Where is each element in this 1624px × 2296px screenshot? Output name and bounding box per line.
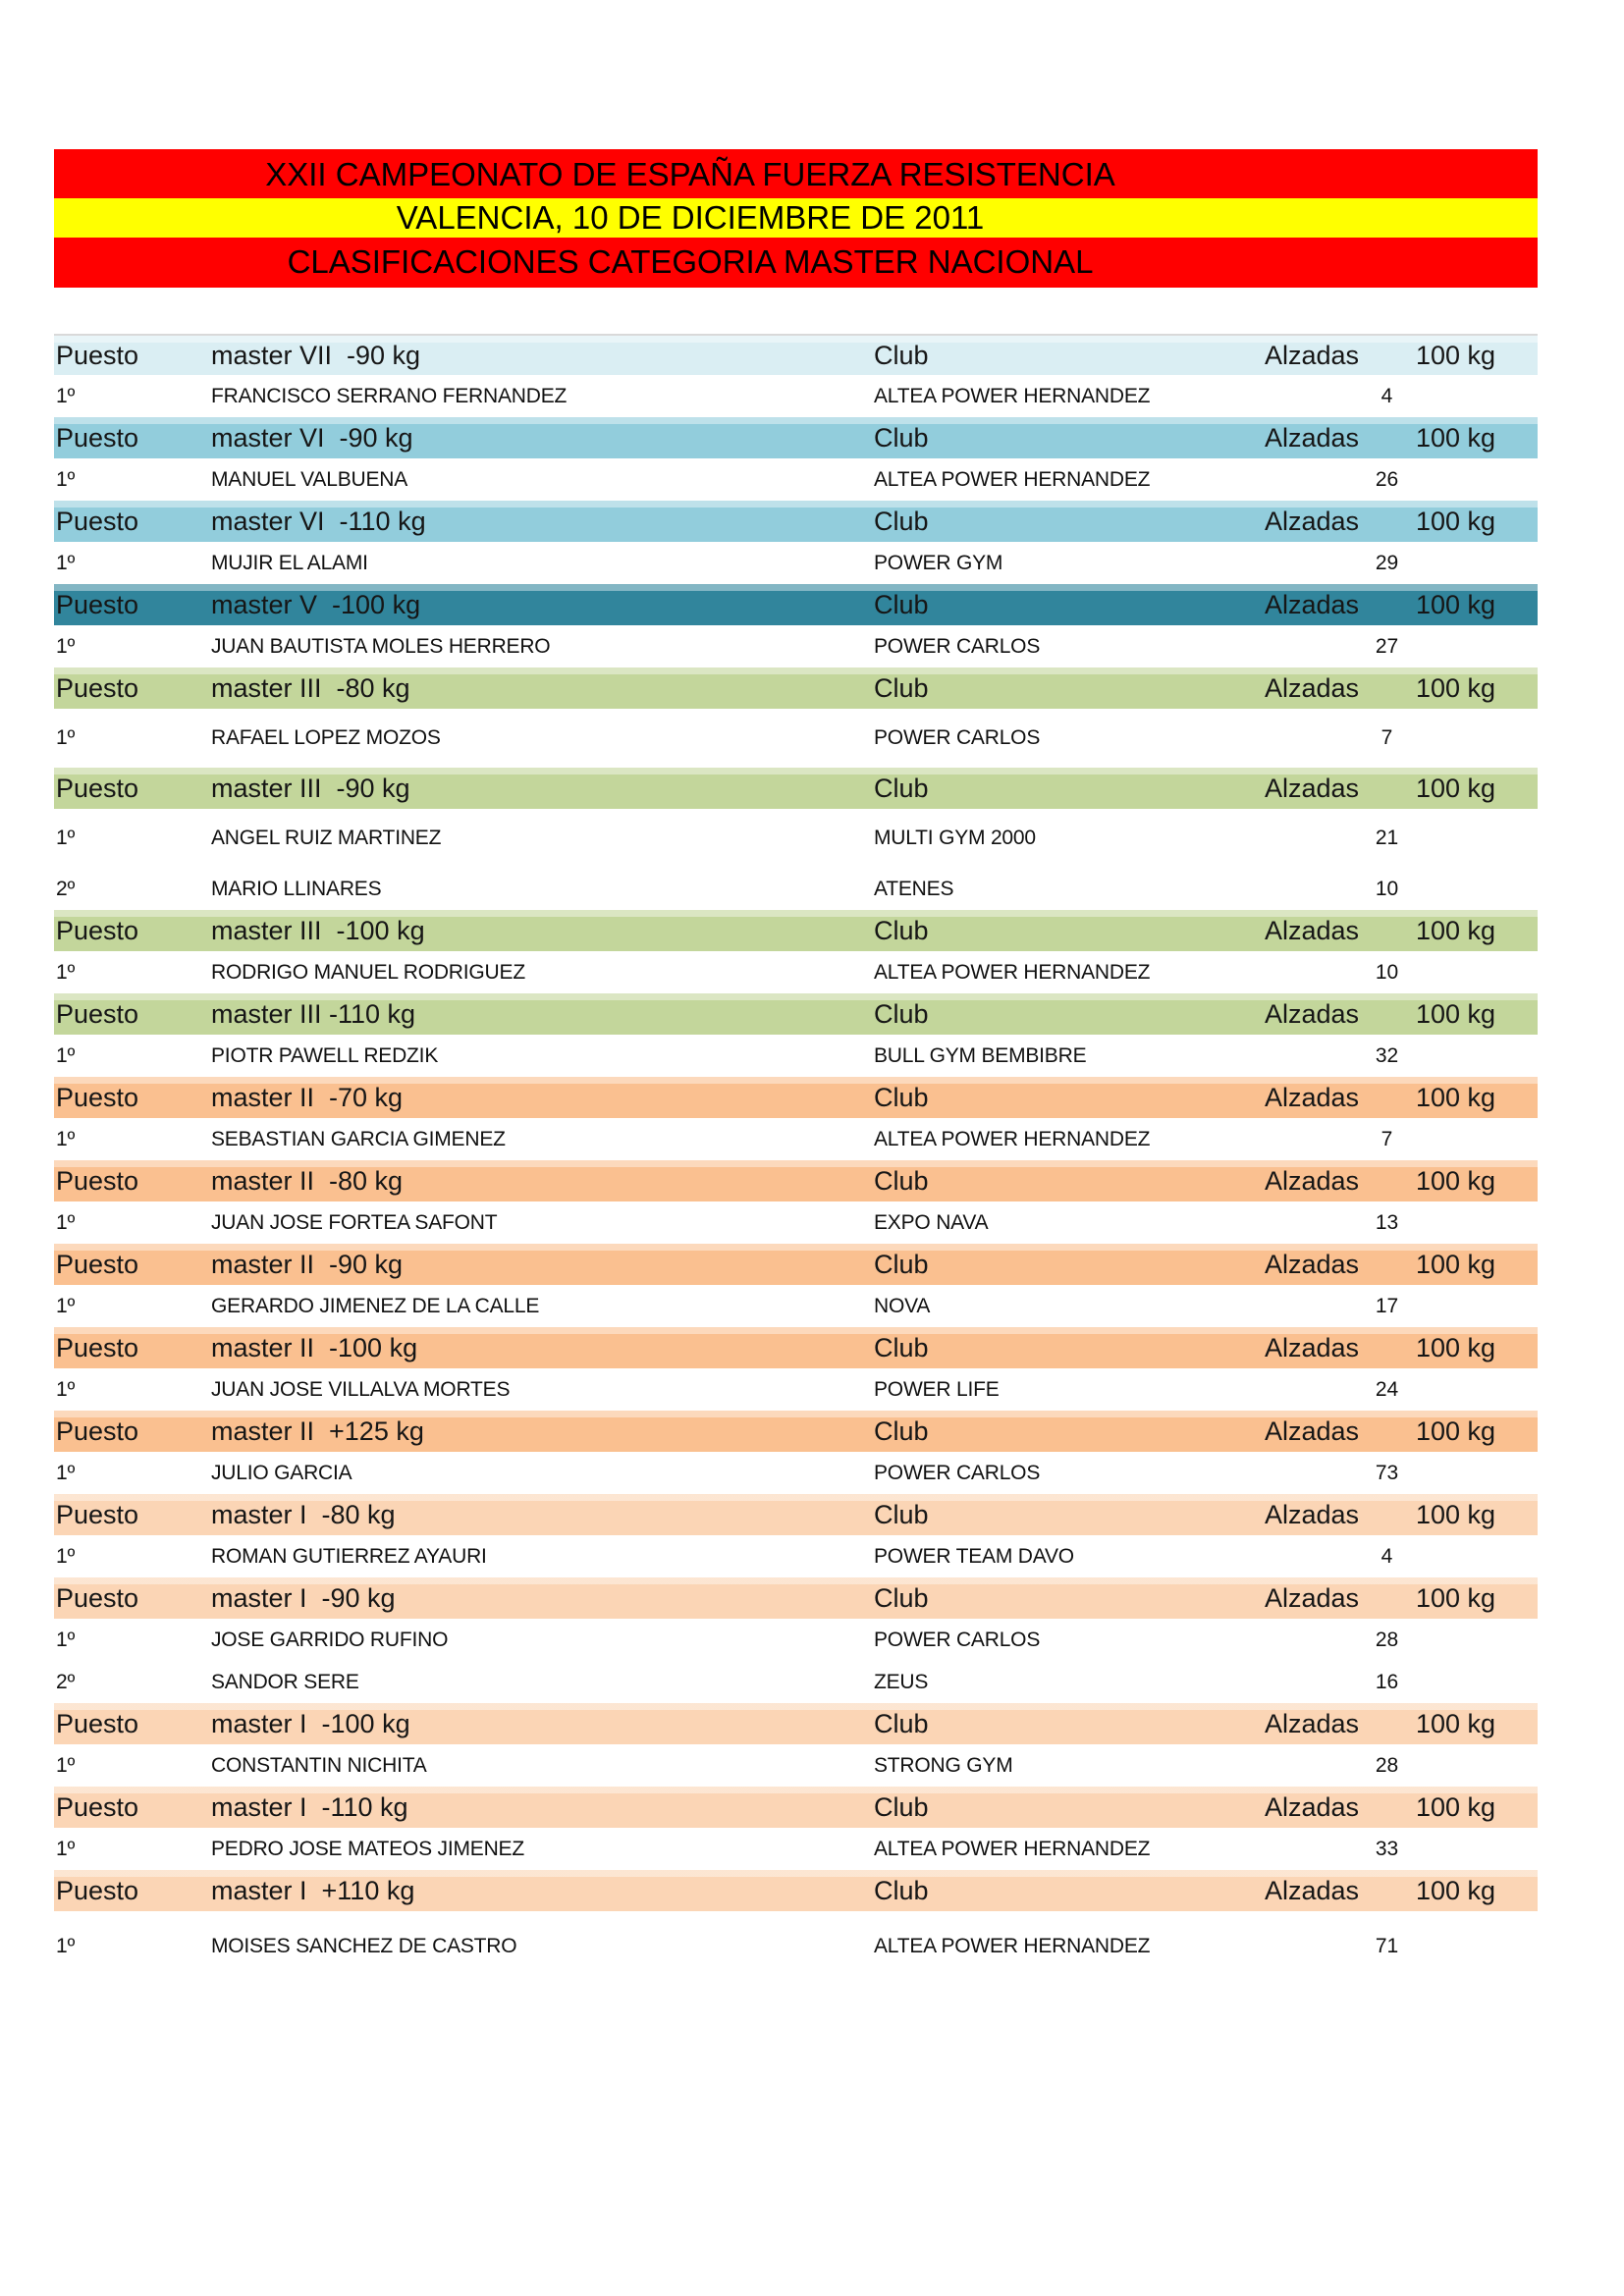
club-cell: ATENES xyxy=(874,877,954,900)
weight-class-section xyxy=(54,1577,1538,1703)
athlete-name: MANUEL VALBUENA xyxy=(211,467,408,491)
club-cell: POWER GYM xyxy=(874,551,1003,574)
club-column-header: Club xyxy=(874,506,929,536)
category-label: master II -80 kg xyxy=(211,1165,404,1196)
alzadas-count: 26 xyxy=(1375,467,1399,491)
alzadas-count: 4 xyxy=(1380,384,1393,407)
rank-cell: 1º xyxy=(56,1837,76,1860)
athlete-name: PIOTR PAWELL REDZIK xyxy=(211,1043,439,1067)
club-column-header: Club xyxy=(874,589,929,619)
alzadas-count: 17 xyxy=(1375,1294,1399,1317)
alzadas-count: 7 xyxy=(1380,726,1393,749)
category-label: master I -110 kg xyxy=(211,1791,408,1822)
weight-class-section xyxy=(54,417,1538,501)
rank-cell: 1º xyxy=(56,1544,76,1568)
puesto-column-header: Puesto xyxy=(56,915,139,945)
puesto-column-header: Puesto xyxy=(56,1875,139,1905)
club-column-header: Club xyxy=(874,1875,929,1905)
section-header-row xyxy=(54,1577,1538,1619)
puesto-column-header: Puesto xyxy=(56,1582,139,1613)
weight-100kg-header: 100 kg xyxy=(1416,1415,1496,1446)
alzadas-column-header: Alzadas xyxy=(1265,422,1360,453)
athlete-name: SEBASTIAN GARCIA GIMENEZ xyxy=(211,1127,506,1150)
club-cell: POWER CARLOS xyxy=(874,1628,1041,1651)
club-cell: ALTEA POWER HERNANDEZ xyxy=(874,467,1151,491)
puesto-column-header: Puesto xyxy=(56,1791,139,1822)
alzadas-count: 13 xyxy=(1375,1210,1399,1234)
rank-cell: 1º xyxy=(56,467,76,491)
result-row xyxy=(54,625,1538,667)
rank-cell: 1º xyxy=(56,726,76,749)
result-row xyxy=(54,458,1538,501)
club-column-header: Club xyxy=(874,1082,929,1112)
weight-100kg-header: 100 kg xyxy=(1416,1249,1496,1279)
category-label: master III -80 kg xyxy=(211,672,410,703)
alzadas-column-header: Alzadas xyxy=(1265,998,1360,1029)
weight-100kg-header: 100 kg xyxy=(1416,506,1496,536)
club-column-header: Club xyxy=(874,1165,929,1196)
result-row xyxy=(54,1744,1538,1787)
alzadas-count: 7 xyxy=(1380,1127,1393,1150)
weight-100kg-header: 100 kg xyxy=(1416,998,1496,1029)
alzadas-count: 73 xyxy=(1375,1461,1399,1484)
club-cell: ZEUS xyxy=(874,1670,929,1693)
club-cell: POWER TEAM DAVO xyxy=(874,1544,1074,1568)
category-label: master II -100 kg xyxy=(211,1332,418,1362)
result-row xyxy=(54,809,1538,868)
alzadas-column-header: Alzadas xyxy=(1265,1875,1360,1905)
weight-class-section xyxy=(54,1703,1538,1787)
athlete-name: JULIO GARCIA xyxy=(211,1461,352,1484)
rank-cell: 1º xyxy=(56,1127,76,1150)
alzadas-count: 71 xyxy=(1375,1934,1399,1957)
athlete-name: JUAN JOSE FORTEA SAFONT xyxy=(211,1210,498,1234)
club-cell: EXPO NAVA xyxy=(874,1210,989,1234)
athlete-name: SANDOR SERE xyxy=(211,1670,359,1693)
section-header-row xyxy=(54,768,1538,809)
club-cell: BULL GYM BEMBIBRE xyxy=(874,1043,1087,1067)
rank-cell: 1º xyxy=(56,634,76,658)
result-row xyxy=(54,951,1538,993)
puesto-column-header: Puesto xyxy=(56,773,139,803)
alzadas-count: 33 xyxy=(1375,1837,1399,1860)
puesto-column-header: Puesto xyxy=(56,506,139,536)
club-cell: POWER CARLOS xyxy=(874,726,1041,749)
result-row xyxy=(54,1661,1538,1703)
club-column-header: Club xyxy=(874,773,929,803)
rank-cell: 1º xyxy=(56,384,76,407)
club-column-header: Club xyxy=(874,340,929,370)
weight-100kg-header: 100 kg xyxy=(1416,1499,1496,1529)
athlete-name: CONSTANTIN NICHITA xyxy=(211,1753,427,1777)
result-row xyxy=(54,1828,1538,1870)
category-label: master III -110 kg xyxy=(211,998,416,1029)
puesto-column-header: Puesto xyxy=(56,1165,139,1196)
section-header-row xyxy=(54,1077,1538,1118)
club-column-header: Club xyxy=(874,1415,929,1446)
club-cell: POWER CARLOS xyxy=(874,634,1041,658)
result-row xyxy=(54,1535,1538,1577)
alzadas-count: 10 xyxy=(1375,877,1399,900)
alzadas-column-header: Alzadas xyxy=(1265,1082,1360,1112)
alzadas-column-header: Alzadas xyxy=(1265,672,1360,703)
weight-100kg-header: 100 kg xyxy=(1416,773,1496,803)
section-header-row xyxy=(54,1787,1538,1828)
alzadas-column-header: Alzadas xyxy=(1265,1332,1360,1362)
weight-class-section xyxy=(54,1077,1538,1160)
result-row xyxy=(54,868,1538,910)
athlete-name: MUJIR EL ALAMI xyxy=(211,551,368,574)
puesto-column-header: Puesto xyxy=(56,1708,139,1738)
weight-100kg-header: 100 kg xyxy=(1416,1082,1496,1112)
section-header-row xyxy=(54,1411,1538,1452)
club-column-header: Club xyxy=(874,672,929,703)
club-column-header: Club xyxy=(874,1791,929,1822)
weight-100kg-header: 100 kg xyxy=(1416,1582,1496,1613)
club-column-header: Club xyxy=(874,1708,929,1738)
weight-class-section xyxy=(54,768,1538,910)
weight-100kg-header: 100 kg xyxy=(1416,340,1496,370)
alzadas-column-header: Alzadas xyxy=(1265,1582,1360,1613)
weight-class-section xyxy=(54,1870,1538,1967)
category-label: master II +125 kg xyxy=(211,1415,424,1446)
alzadas-column-header: Alzadas xyxy=(1265,1415,1360,1446)
puesto-column-header: Puesto xyxy=(56,1499,139,1529)
result-row xyxy=(54,1118,1538,1160)
section-header-row xyxy=(54,1494,1538,1535)
section-header-row xyxy=(54,417,1538,458)
puesto-column-header: Puesto xyxy=(56,1415,139,1446)
alzadas-column-header: Alzadas xyxy=(1265,506,1360,536)
rank-cell: 1º xyxy=(56,1377,76,1401)
alzadas-column-header: Alzadas xyxy=(1265,1165,1360,1196)
club-cell: NOVA xyxy=(874,1294,931,1317)
athlete-name: ANGEL RUIZ MARTINEZ xyxy=(211,827,442,849)
category-label: master II -70 kg xyxy=(211,1082,404,1112)
category-label: master VII -90 kg xyxy=(211,340,421,370)
puesto-column-header: Puesto xyxy=(56,1332,139,1362)
alzadas-count: 4 xyxy=(1380,1544,1393,1568)
alzadas-count: 28 xyxy=(1375,1753,1399,1777)
weight-class-section xyxy=(54,1494,1538,1577)
club-column-header: Club xyxy=(874,1499,929,1529)
club-column-header: Club xyxy=(874,998,929,1029)
result-row xyxy=(54,1285,1538,1327)
alzadas-count: 32 xyxy=(1375,1043,1399,1067)
section-header-row xyxy=(54,667,1538,709)
club-cell: MULTI GYM 2000 xyxy=(874,827,1036,849)
rank-cell: 2º xyxy=(56,877,76,900)
rank-cell: 1º xyxy=(56,827,76,849)
alzadas-column-header: Alzadas xyxy=(1265,1499,1360,1529)
athlete-name: RODRIGO MANUEL RODRIGUEZ xyxy=(211,960,525,984)
rank-cell: 1º xyxy=(56,1934,76,1957)
weight-100kg-header: 100 kg xyxy=(1416,672,1496,703)
puesto-column-header: Puesto xyxy=(56,1249,139,1279)
athlete-name: GERARDO JIMENEZ DE LA CALLE xyxy=(211,1294,540,1317)
alzadas-count: 16 xyxy=(1375,1670,1399,1693)
athlete-name: JUAN BAUTISTA MOLES HERRERO xyxy=(211,634,551,658)
weight-100kg-header: 100 kg xyxy=(1416,1165,1496,1196)
result-row xyxy=(54,1452,1538,1494)
weight-class-section xyxy=(54,1160,1538,1244)
weight-100kg-header: 100 kg xyxy=(1416,422,1496,453)
section-header-row xyxy=(54,584,1538,625)
club-cell: ALTEA POWER HERNANDEZ xyxy=(874,1837,1151,1860)
alzadas-count: 27 xyxy=(1375,634,1399,658)
section-header-row xyxy=(54,501,1538,542)
category-label: master VI -90 kg xyxy=(211,422,413,453)
section-header-row xyxy=(54,1870,1538,1911)
club-cell: ALTEA POWER HERNANDEZ xyxy=(874,960,1151,984)
athlete-name: MOISES SANCHEZ DE CASTRO xyxy=(211,1934,517,1957)
alzadas-count: 28 xyxy=(1375,1628,1399,1651)
club-cell: ALTEA POWER HERNANDEZ xyxy=(874,1934,1151,1957)
puesto-column-header: Puesto xyxy=(56,1082,139,1112)
alzadas-count: 29 xyxy=(1375,551,1399,574)
alzadas-count: 24 xyxy=(1375,1377,1399,1401)
rank-cell: 1º xyxy=(56,1294,76,1317)
alzadas-column-header: Alzadas xyxy=(1265,1249,1360,1279)
rank-cell: 1º xyxy=(56,1461,76,1484)
section-header-row xyxy=(54,1327,1538,1368)
club-column-header: Club xyxy=(874,422,929,453)
weight-class-section xyxy=(54,993,1538,1077)
alzadas-count: 10 xyxy=(1375,960,1399,984)
weight-class-section xyxy=(54,910,1538,993)
club-cell: ALTEA POWER HERNANDEZ xyxy=(874,1127,1151,1150)
result-row xyxy=(54,542,1538,584)
club-column-header: Club xyxy=(874,1582,929,1613)
alzadas-column-header: Alzadas xyxy=(1265,773,1360,803)
section-header-row xyxy=(54,1703,1538,1744)
section-header-row xyxy=(54,334,1538,375)
puesto-column-header: Puesto xyxy=(56,589,139,619)
category-label: master III -100 kg xyxy=(211,915,425,945)
puesto-column-header: Puesto xyxy=(56,672,139,703)
alzadas-column-header: Alzadas xyxy=(1265,915,1360,945)
result-row xyxy=(54,1925,1538,1967)
alzadas-column-header: Alzadas xyxy=(1265,1708,1360,1738)
banner-line-championship: XXII CAMPEONATO DE ESPAÑA FUERZA RESISTENCIA xyxy=(54,149,1538,198)
rank-cell: 1º xyxy=(56,960,76,984)
result-row xyxy=(54,1201,1538,1244)
weight-100kg-header: 100 kg xyxy=(1416,589,1496,619)
category-label: master I -90 kg xyxy=(211,1582,396,1613)
club-cell: ALTEA POWER HERNANDEZ xyxy=(874,384,1151,407)
club-column-header: Club xyxy=(874,1332,929,1362)
club-cell: POWER LIFE xyxy=(874,1377,1000,1401)
athlete-name: JOSE GARRIDO RUFINO xyxy=(211,1628,449,1651)
alzadas-column-header: Alzadas xyxy=(1265,1791,1360,1822)
club-cell: STRONG GYM xyxy=(874,1753,1013,1777)
alzadas-count: 21 xyxy=(1375,827,1399,849)
result-row xyxy=(54,709,1538,768)
rank-cell: 1º xyxy=(56,1043,76,1067)
weight-100kg-header: 100 kg xyxy=(1416,1875,1496,1905)
puesto-column-header: Puesto xyxy=(56,998,139,1029)
category-label: master III -90 kg xyxy=(211,773,410,803)
alzadas-column-header: Alzadas xyxy=(1265,340,1360,370)
weight-100kg-header: 100 kg xyxy=(1416,1708,1496,1738)
section-header-row xyxy=(54,993,1538,1035)
weight-100kg-header: 100 kg xyxy=(1416,1791,1496,1822)
rank-cell: 1º xyxy=(56,551,76,574)
category-label: master V -100 kg xyxy=(211,589,421,619)
athlete-name: RAFAEL LOPEZ MOZOS xyxy=(211,726,441,749)
rank-cell: 1º xyxy=(56,1210,76,1234)
rank-cell: 2º xyxy=(56,1670,76,1693)
category-label: master I -100 kg xyxy=(211,1708,410,1738)
banner-line-category: CLASIFICACIONES CATEGORIA MASTER NACIONAL xyxy=(54,238,1538,288)
category-label: master I -80 kg xyxy=(211,1499,396,1529)
club-column-header: Club xyxy=(874,915,929,945)
section-header-row xyxy=(54,1160,1538,1201)
section-header-row xyxy=(54,1244,1538,1285)
athlete-name: FRANCISCO SERRANO FERNANDEZ xyxy=(211,384,568,407)
result-row xyxy=(54,1368,1538,1411)
rank-cell: 1º xyxy=(56,1628,76,1651)
category-label: master II -90 kg xyxy=(211,1249,404,1279)
weight-class-section xyxy=(54,667,1538,768)
weight-class-section xyxy=(54,334,1538,417)
banner-line-venue-date: VALENCIA, 10 DE DICIEMBRE DE 2011 xyxy=(54,198,1538,238)
results-table xyxy=(54,334,1538,1967)
result-row xyxy=(54,375,1538,417)
weight-class-section xyxy=(54,1787,1538,1870)
weight-class-section xyxy=(54,1411,1538,1494)
athlete-name: PEDRO JOSE MATEOS JIMENEZ xyxy=(211,1837,524,1860)
result-row xyxy=(54,1035,1538,1077)
weight-class-section xyxy=(54,584,1538,667)
weight-100kg-header: 100 kg xyxy=(1416,1332,1496,1362)
weight-class-section xyxy=(54,501,1538,584)
result-row xyxy=(54,1619,1538,1661)
weight-class-section xyxy=(54,1244,1538,1327)
athlete-name: MARIO LLINARES xyxy=(211,877,382,900)
title-banner xyxy=(54,149,1538,288)
alzadas-column-header: Alzadas xyxy=(1265,589,1360,619)
weight-100kg-header: 100 kg xyxy=(1416,915,1496,945)
section-header-row xyxy=(54,910,1538,951)
athlete-name: ROMAN GUTIERREZ AYAURI xyxy=(211,1544,487,1568)
puesto-column-header: Puesto xyxy=(56,340,139,370)
category-label: master I +110 kg xyxy=(211,1875,415,1905)
category-label: master VI -110 kg xyxy=(211,506,426,536)
puesto-column-header: Puesto xyxy=(56,422,139,453)
rank-cell: 1º xyxy=(56,1753,76,1777)
club-cell: POWER CARLOS xyxy=(874,1461,1041,1484)
club-column-header: Club xyxy=(874,1249,929,1279)
weight-class-section xyxy=(54,1327,1538,1411)
athlete-name: JUAN JOSE VILLALVA MORTES xyxy=(211,1377,511,1401)
